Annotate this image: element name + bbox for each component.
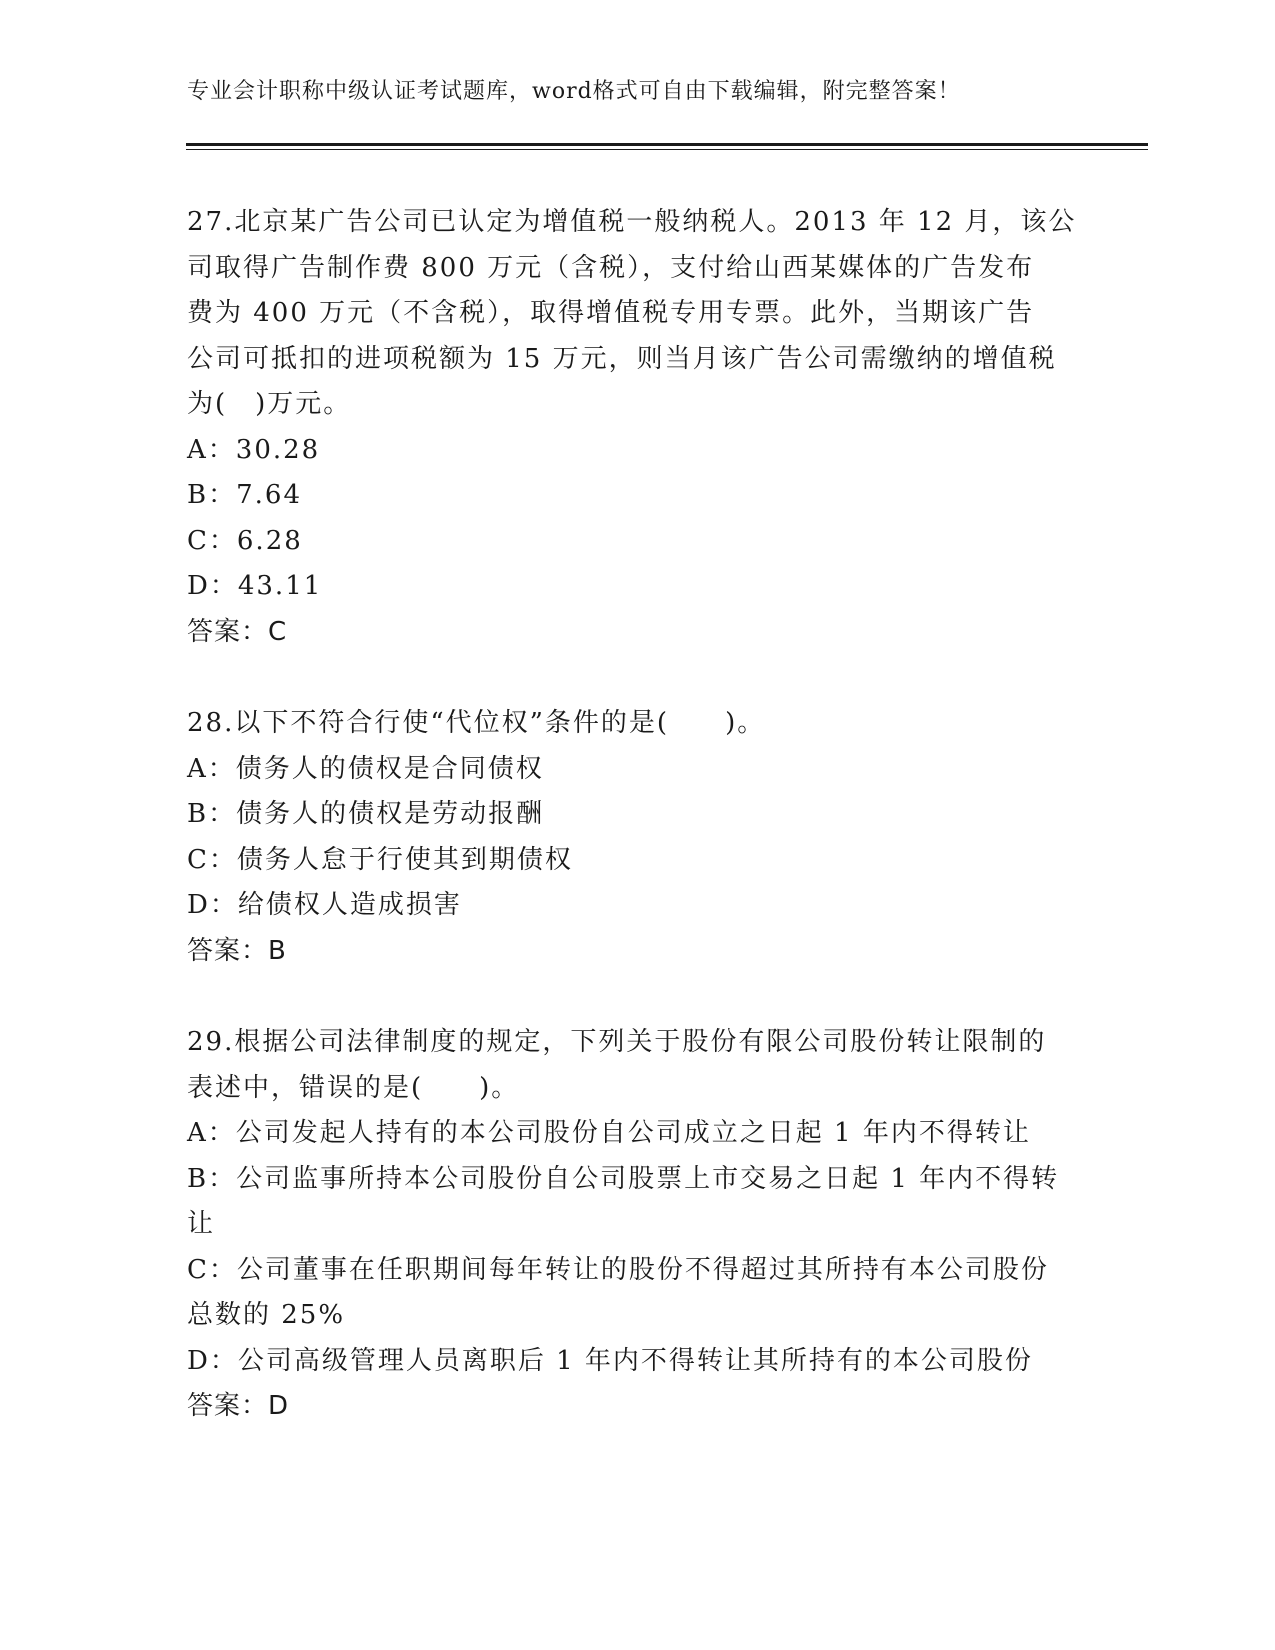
option-a: A：公司发起人持有的本公司股份自公司成立之日起 1 年内不得转让 [187, 1118, 1031, 1148]
question-stem-line: 为( )万元。 [187, 389, 352, 419]
option-b-continued: 让 [187, 1209, 216, 1239]
option-d: D：43.11 [187, 571, 323, 601]
question-stem-line: 28.以下不符合行使“代位权”条件的是( )。 [187, 708, 766, 738]
answer-line: 答案：C [187, 616, 288, 647]
option-a: A：30.28 [187, 434, 321, 465]
option-b: B：公司监事所持本公司股份自公司股票上市交易之日起 1 年内不得转 [187, 1163, 1060, 1194]
option-c: C：6.28 [187, 525, 303, 556]
question-28 [187, 701, 1087, 974]
option-a: A：债务人的债权是合同债权 [187, 753, 544, 784]
option-b: B：债务人的债权是劳动报酬 [187, 799, 545, 829]
option-c: C：债务人怠于行使其到期债权 [187, 844, 573, 875]
question-stem-line: 公司可抵扣的进项税额为 15 万元，则当月该广告公司需缴纳的增值税 [187, 343, 1057, 374]
option-c-continued: 总数的 25% [187, 1300, 346, 1330]
question-29 [187, 1020, 1087, 1430]
option-d: D：公司高级管理人员离职后 1 年内不得转让其所持有的本公司股份 [187, 1345, 1033, 1376]
question-stem-line: 费为 400 万元（不含税），取得增值税专用专票。此外，当期该广告 [187, 298, 1035, 328]
option-b: B：7.64 [187, 480, 302, 510]
question-stem-line: 29.根据公司法律制度的规定，下列关于股份有限公司股份转让限制的 [187, 1027, 1047, 1057]
answer-line: 答案：B [187, 935, 287, 966]
question-27 [187, 200, 1087, 655]
answer-line: 答案：D [187, 1391, 290, 1421]
question-stem-line: 表述中，错误的是( )。 [187, 1072, 520, 1103]
option-d: D：给债权人造成损害 [187, 890, 462, 920]
option-c: C：公司董事在任职期间每年转让的股份不得超过其所持有本公司股份 [187, 1254, 1049, 1285]
question-stem-line: 司取得广告制作费 800 万元（含税），支付给山西某媒体的广告发布 [187, 252, 1035, 283]
header-divider-thin [186, 149, 1148, 150]
question-stem-line: 27.北京某广告公司已认定为增值税一般纳税人。2013 年 12 月，该公 [187, 207, 1077, 237]
header-divider-thick [186, 143, 1148, 146]
page-header-text: 专业会计职称中级认证考试题库，word格式可自由下载编辑，附完整答案！ [187, 79, 961, 104]
